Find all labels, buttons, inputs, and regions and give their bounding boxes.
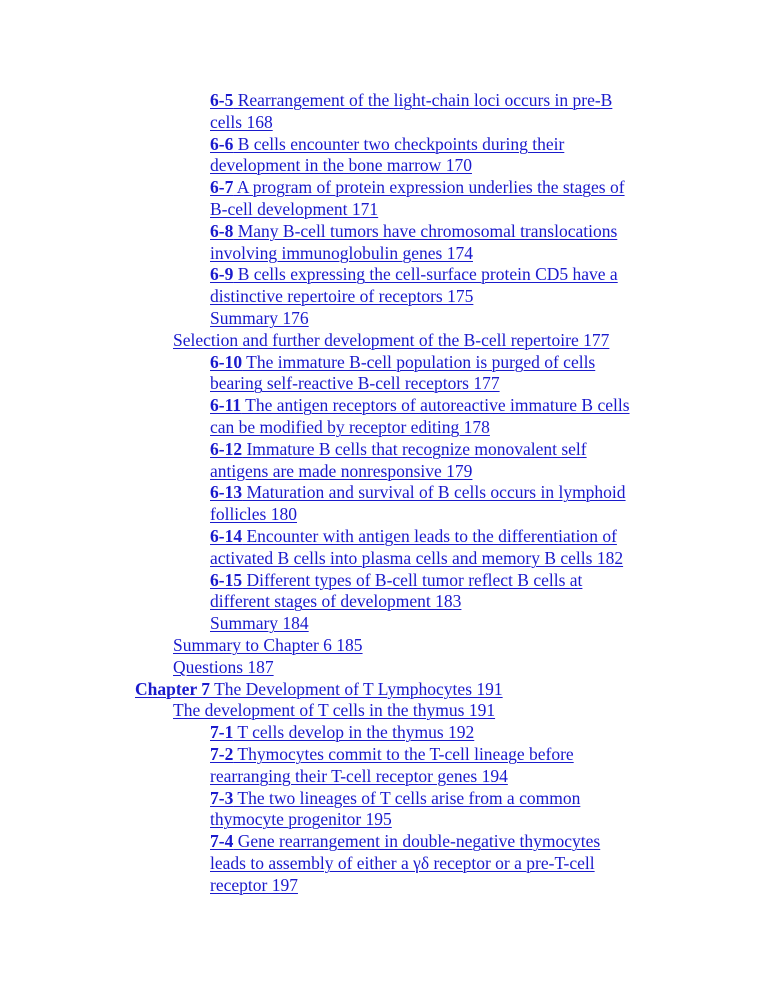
toc-line-text: follicles 180 xyxy=(210,504,297,525)
toc-line-text: The two lineages of T cells arise from a common xyxy=(233,787,581,808)
toc-line-text: The immature B-cell population is purged of cells xyxy=(242,351,596,372)
toc-section-number: 6-15 xyxy=(210,569,243,590)
toc-line-text: Encounter with antigen leads to the differentiation of xyxy=(242,525,617,546)
toc-line-text: activated B cells into plasma cells and memory B cells 182 xyxy=(210,547,624,568)
toc-line[interactable] xyxy=(0,875,772,897)
toc-line-text: Thymocytes commit to the T-cell lineage before xyxy=(233,743,574,764)
toc-line[interactable] xyxy=(0,243,772,265)
toc-line[interactable] xyxy=(0,199,772,221)
toc-line-text: Selection and further development of the B-cell repertoire 177 xyxy=(173,329,610,350)
toc-line-text: thymocyte progenitor 195 xyxy=(210,809,392,830)
toc-line-text: Questions 187 xyxy=(173,656,274,677)
toc-section-number: 6-8 xyxy=(210,220,234,241)
toc-line-text: B cells encounter two checkpoints during their xyxy=(233,133,565,154)
toc-section-number: 7-2 xyxy=(210,743,234,764)
toc-line-text: Summary 184 xyxy=(210,613,309,634)
toc-section-number: 6-11 xyxy=(210,395,242,416)
toc-section-number: 6-7 xyxy=(210,177,234,198)
toc-line[interactable] xyxy=(0,177,772,199)
toc-section-number: 6-14 xyxy=(210,525,243,546)
toc-line-text: cells 168 xyxy=(210,111,273,132)
toc-section-number: 6-9 xyxy=(210,264,234,285)
toc-line-text: involving immunoglobulin genes 174 xyxy=(210,242,473,263)
toc-line-text: different stages of development 183 xyxy=(210,591,462,612)
toc-line-text: The antigen receptors of autoreactive immature B cells xyxy=(241,395,630,416)
toc-line[interactable] xyxy=(0,700,772,722)
toc-line[interactable] xyxy=(0,417,772,439)
toc-line[interactable] xyxy=(0,134,772,156)
toc-line[interactable] xyxy=(0,526,772,548)
toc-line[interactable] xyxy=(0,657,772,679)
toc-section-number: 7-1 xyxy=(210,722,234,743)
toc-line[interactable] xyxy=(0,679,772,701)
toc-line[interactable] xyxy=(0,766,772,788)
toc-line-text: Gene rearrangement in double-negative thymocytes xyxy=(233,831,601,852)
toc-line-text: Rearrangement of the light-chain loci occurs in pre-B xyxy=(233,90,613,110)
toc-line-text: Immature B cells that recognize monovalent self xyxy=(242,438,587,459)
toc-line-text: A program of protein expression underlies the stages of xyxy=(233,177,625,198)
toc-line-text: The development of T cells in the thymus 191 xyxy=(173,700,496,721)
toc-line-text: T cells develop in the thymus 192 xyxy=(233,722,475,743)
toc-line[interactable] xyxy=(0,722,772,744)
toc-line[interactable] xyxy=(0,613,772,635)
toc-line[interactable] xyxy=(0,482,772,504)
toc-line[interactable] xyxy=(0,352,772,374)
toc-line[interactable] xyxy=(0,570,772,592)
toc-line-text: Maturation and survival of B cells occurs in lymphoid xyxy=(242,482,626,503)
table-of-contents xyxy=(0,90,772,896)
toc-section-number: Chapter 7 xyxy=(135,678,211,699)
toc-line[interactable] xyxy=(0,548,772,570)
toc-line[interactable] xyxy=(0,112,772,134)
toc-line[interactable] xyxy=(0,788,772,810)
toc-line-text: antigens are made nonresponsive 179 xyxy=(210,460,473,481)
toc-line-text: can be modified by receptor editing 178 xyxy=(210,416,490,437)
toc-line-text: Summary to Chapter 6 185 xyxy=(173,634,363,655)
toc-line-text: rearranging their T-cell receptor genes 194 xyxy=(210,765,508,786)
toc-line[interactable] xyxy=(0,504,772,526)
toc-line-text: Many B-cell tumors have chromosomal translocations xyxy=(233,220,618,241)
toc-section-number: 6-5 xyxy=(210,90,234,110)
toc-section-number: 6-10 xyxy=(210,351,243,372)
toc-section-number: 7-3 xyxy=(210,787,234,808)
toc-line[interactable] xyxy=(0,221,772,243)
toc-line[interactable] xyxy=(0,395,772,417)
toc-line-text: distinctive repertoire of receptors 175 xyxy=(210,286,474,307)
toc-line-text: bearing self-reactive B-cell receptors 177 xyxy=(210,373,500,394)
toc-line-text: Different types of B-cell tumor reflect B cells at xyxy=(242,569,583,590)
toc-line[interactable] xyxy=(0,635,772,657)
toc-line-text: The Development of T Lymphocytes 191 xyxy=(210,678,503,699)
toc-line[interactable] xyxy=(0,155,772,177)
toc-line[interactable] xyxy=(0,591,772,613)
toc-section-number: 6-13 xyxy=(210,482,243,503)
toc-line[interactable] xyxy=(0,373,772,395)
toc-line[interactable] xyxy=(0,831,772,853)
toc-section-number: 6-12 xyxy=(210,438,243,459)
toc-line[interactable] xyxy=(0,264,772,286)
toc-line[interactable] xyxy=(0,308,772,330)
toc-line[interactable] xyxy=(0,744,772,766)
toc-line[interactable] xyxy=(0,330,772,352)
toc-line-text: leads to assembly of either a γδ receptor or a pre-T-cell xyxy=(210,852,595,873)
toc-section-number: 6-6 xyxy=(210,133,234,154)
toc-line[interactable] xyxy=(0,809,772,831)
toc-line-text: B-cell development 171 xyxy=(210,198,379,219)
toc-line[interactable] xyxy=(0,90,772,112)
toc-line[interactable] xyxy=(0,853,772,875)
toc-line-text: development in the bone marrow 170 xyxy=(210,155,472,176)
toc-section-number: 7-4 xyxy=(210,831,234,852)
toc-line[interactable] xyxy=(0,286,772,308)
toc-line-text: B cells expressing the cell-surface protein CD5 have a xyxy=(233,264,618,285)
toc-line-text: Summary 176 xyxy=(210,307,309,328)
toc-line-text: receptor 197 xyxy=(210,874,298,895)
toc-line[interactable] xyxy=(0,461,772,483)
toc-line[interactable] xyxy=(0,439,772,461)
